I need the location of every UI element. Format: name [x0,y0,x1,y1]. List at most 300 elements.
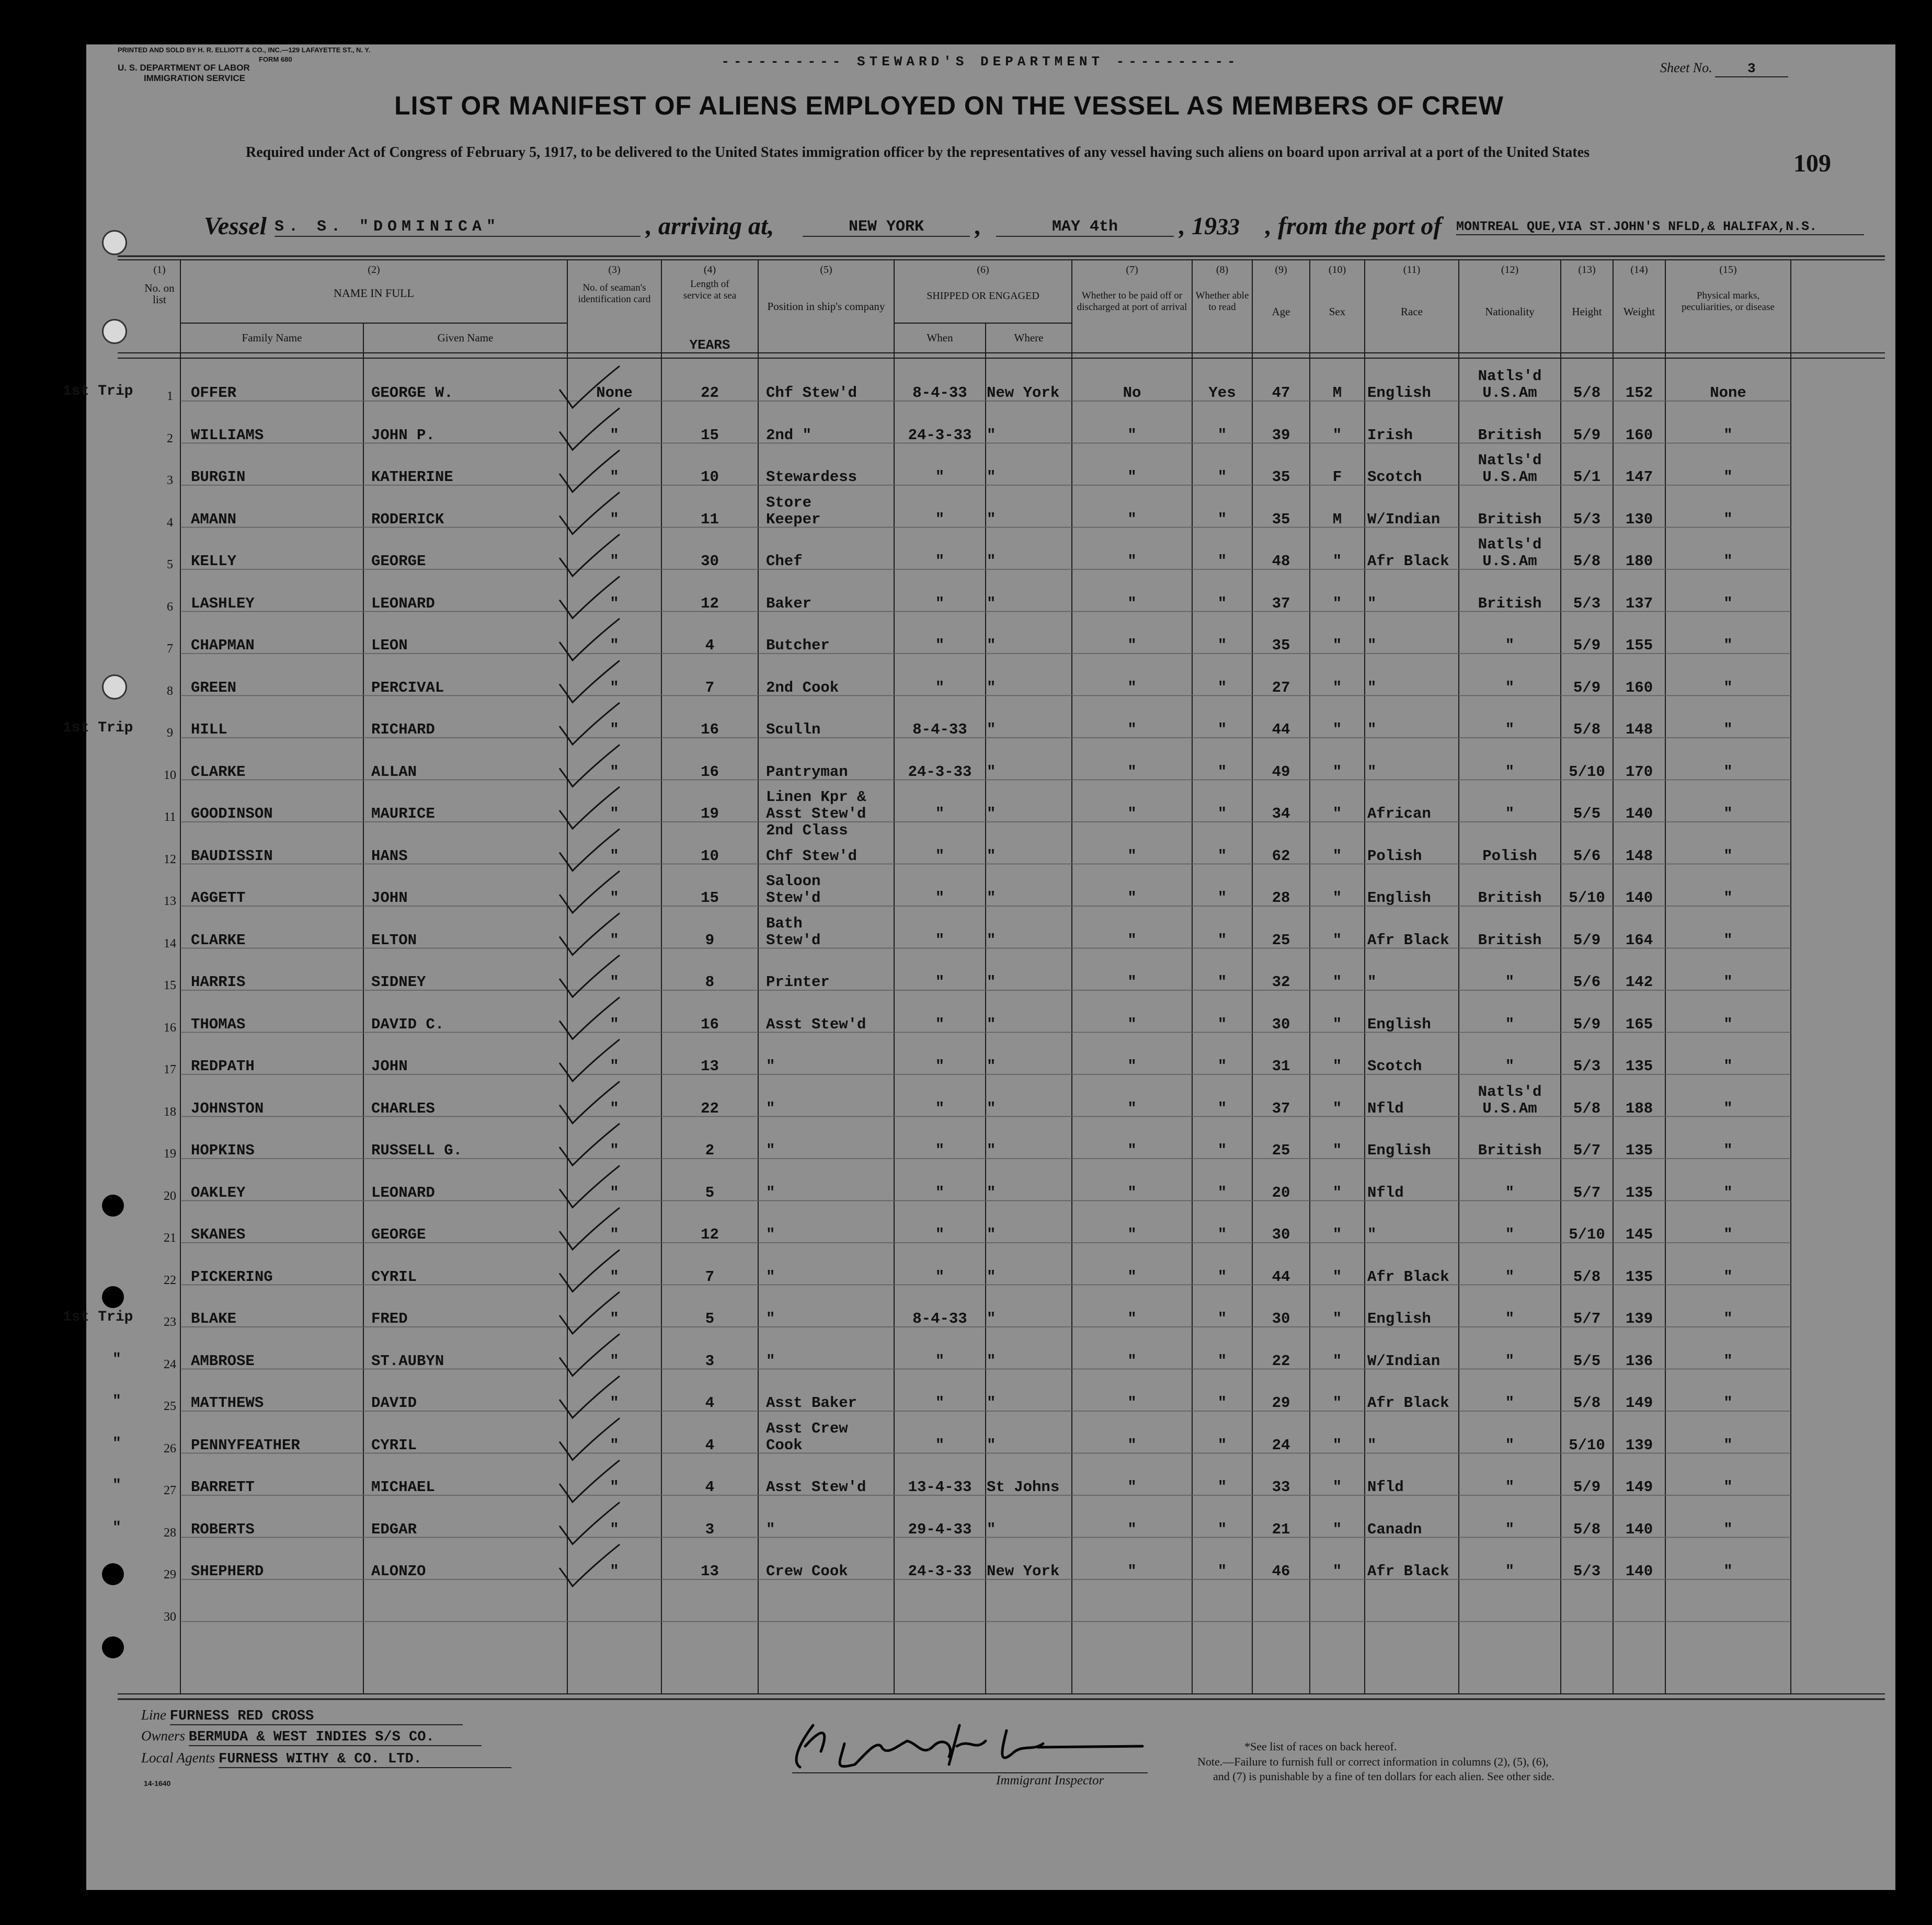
cell-height: 5/3 [1573,1058,1601,1075]
row-number: 15 [164,979,176,992]
cell-given: ST.AUBYN [371,1352,444,1370]
cell-read: " [1217,426,1227,444]
cell-nat: " [1505,721,1515,738]
cell-years: 30 [701,553,719,570]
cell-family: JOHNSTON [191,1099,264,1117]
cell-weight: 170 [1625,763,1653,781]
cell-position-line1: Linen Kpr & [766,788,866,806]
table-row [86,955,1895,998]
col11-num: (11) [1403,264,1421,276]
cell-family: AMBROSE [191,1352,255,1370]
cell-race: Afr Black [1367,1394,1449,1412]
cell-paid: " [1127,510,1137,528]
row-number: 1 [167,389,173,403]
cell-nat: " [1505,1184,1515,1201]
cell-family: BARRETT [191,1479,255,1496]
cell-nat: " [1505,1520,1515,1538]
cell-read: " [1217,1310,1227,1327]
cell-weight: 164 [1625,931,1653,949]
cell-position: Printer [766,973,830,991]
cell-height: 5/9 [1573,426,1601,444]
cell-when: " [935,1352,945,1370]
cell-nat: Polish [1482,847,1537,865]
cell-when: " [935,594,945,612]
cell-position: Stew'd [766,889,821,907]
cell-years: 15 [701,426,719,444]
cell-height: 5/8 [1573,1099,1601,1117]
cell-read: " [1217,1520,1227,1538]
cell-marks: " [1723,805,1733,822]
cell-race: African [1367,805,1431,822]
cell-weight: 140 [1625,889,1653,907]
col9-header: Age [1272,305,1290,318]
vessel-name: S. S. "DOMINICA" [275,218,641,237]
cell-family: MATTHEWS [191,1394,264,1412]
cell-age: 33 [1272,1479,1290,1496]
cell-race: English [1367,889,1431,907]
crew-table-body [63,44,1895,1697]
cell-when: " [935,510,945,528]
cell-where: " [987,637,996,654]
cell-where: " [987,510,996,528]
row-number: 28 [164,1526,176,1540]
cell-sex: " [1332,594,1342,612]
fine-note-1: Note.—Failure to furnish full or correct information in columns (2), (5), (6), [1197,1755,1549,1768]
cell-read: " [1217,973,1227,991]
cell-years: 7 [705,1268,715,1286]
cell-card: " [610,510,619,528]
cell-family: KELLY [191,553,237,570]
cell-height: 5/8 [1573,721,1601,738]
cell-position-line1: Saloon [766,873,821,890]
cell-family: PENNYFEATHER [191,1436,300,1454]
cell-years: 11 [701,510,719,528]
trip-note: " [112,1435,121,1452]
cell-when: 24-3-33 [908,763,972,781]
cell-when: 24-3-33 [908,426,972,444]
cell-marks: " [1723,973,1733,991]
cell-paid: " [1127,679,1137,696]
cell-paid: " [1127,1310,1137,1327]
cell-paid: " [1127,553,1137,570]
cell-age: 20 [1272,1184,1290,1201]
cell-nat: " [1505,1563,1515,1580]
fine-note-2: and (7) is punishable by a fine of ten dollars for each alien. See other side. [1213,1770,1555,1783]
sheet-number: Sheet No. 3 [1660,60,1788,77]
cell-where: " [987,1394,996,1412]
cell-race: English [1367,384,1431,402]
col12-num: (12) [1501,264,1519,276]
cell-given: PERCIVAL [371,679,444,696]
cell-family: SKANES [191,1226,246,1243]
row-number: 5 [167,558,173,571]
cell-where: " [987,1310,996,1327]
row-number: 10 [164,768,176,782]
vessel-line: Vessel S. S. "DOMINICA" , arriving at, NEW YORK , MAY 4th , 1933 , from the port of MONTREAL QUE,VIA ST.JOHN'S NFLD,& HALIFAX,N.S. [86,212,1864,254]
cell-marks: " [1723,1058,1733,1075]
row-number: 24 [164,1357,176,1371]
cell-position: Baker [766,594,812,612]
table-row [86,1166,1895,1208]
cell-race: Nfld [1367,1184,1404,1201]
table-row [86,450,1895,492]
cell-age: 37 [1272,1099,1290,1117]
cell-card: " [610,1352,619,1370]
cell-height: 5/3 [1573,510,1601,528]
cell-race: W/Indian [1367,510,1441,528]
cell-paid: " [1127,721,1137,738]
cell-family: LASHLEY [191,594,255,612]
table-row [86,492,1895,535]
cell-paid: " [1127,1058,1137,1075]
cell-weight: 148 [1625,721,1653,738]
cell-marks: " [1723,510,1733,528]
trip-note: 1st Trip [63,383,133,399]
cell-where: " [987,1520,996,1538]
cell-when: 29-4-33 [908,1520,972,1538]
col15-num: (15) [1719,264,1737,276]
cell-family: BURGIN [191,468,246,486]
cell-family: THOMAS [191,1015,246,1033]
cell-when: " [935,679,945,696]
row-number: 9 [167,726,173,740]
cell-marks: " [1723,553,1733,570]
cell-where: " [987,805,996,822]
row-number: 6 [167,600,173,614]
cell-read: " [1217,1479,1227,1496]
cell-given: SIDNEY [371,973,426,991]
cell-card: " [610,1310,619,1327]
table-row [86,913,1895,956]
cell-where: " [987,468,996,486]
cell-paid: " [1127,1520,1137,1538]
cell-family: CHAPMAN [191,637,255,654]
cell-paid: " [1127,889,1137,907]
department-heading: ---------- STEWARD'S DEPARTMENT ---------- [721,54,1240,70]
cell-position: Cook [766,1436,803,1454]
cell-card: " [610,594,619,612]
cell-sex: " [1332,637,1342,654]
cell-marks: " [1723,1436,1733,1454]
cell-sex: " [1332,973,1342,991]
cell-when: 13-4-33 [908,1479,972,1496]
cell-when: " [935,1394,945,1412]
cell-position: Asst Stew'd [766,1015,866,1033]
signature-image [776,1715,1153,1772]
cell-race: " [1367,721,1377,738]
cell-paid: " [1127,594,1137,612]
col2-header: NAME IN FULL [334,287,414,300]
cell-nat: British [1478,1142,1542,1159]
cell-marks: " [1723,594,1733,612]
cell-given: EDGAR [371,1520,417,1538]
cell-where: " [987,426,996,444]
cell-years: 19 [701,805,719,822]
cell-sex: " [1332,1142,1342,1159]
cell-nat: U.S.Am [1482,468,1537,486]
cell-when: " [935,1184,945,1201]
cell-age: 44 [1272,721,1290,738]
cell-when: " [935,1058,945,1075]
cell-age: 39 [1272,426,1290,444]
cell-years: 13 [701,1563,719,1580]
cell-read: " [1217,763,1227,781]
col4-header: Length of service at sea [683,279,737,301]
cell-paid: " [1127,805,1137,822]
cell-given: LEONARD [371,594,435,612]
cell-read: " [1217,1563,1227,1580]
cell-card: " [610,1563,619,1580]
cell-paid: " [1127,426,1137,444]
cell-years: 16 [701,763,719,781]
cell-weight: 145 [1625,1226,1653,1243]
footer-form-code: 14-1640 [144,1779,171,1788]
cell-weight: 160 [1625,679,1653,696]
cell-card: " [610,468,619,486]
cell-nat: " [1505,1226,1515,1243]
cell-age: 24 [1272,1436,1290,1454]
cell-nationality-line1: Natls'd [1478,536,1542,553]
cell-when: 8-4-33 [912,721,967,738]
cell-paid: " [1127,1394,1137,1412]
cell-paid: " [1127,973,1137,991]
cell-position-line1: Asst Crew [766,1419,848,1437]
cell-race: English [1367,1310,1431,1327]
cell-nat: U.S.Am [1482,1099,1537,1117]
col7-num: (7) [1126,264,1138,276]
cell-nat: " [1505,1394,1515,1412]
cell-paid: " [1127,1563,1137,1580]
cell-where: " [987,1184,996,1201]
cell-race: English [1367,1142,1431,1159]
cell-paid: " [1127,931,1137,949]
table-row [63,703,1895,745]
cell-when: 24-3-33 [908,1563,972,1580]
cell-when: " [935,1015,945,1033]
row-number: 29 [164,1568,176,1582]
cell-given: DAVID [371,1394,417,1412]
cell-where: " [987,1099,996,1117]
cell-years: 5 [705,1310,715,1327]
cell-height: 5/7 [1573,1310,1601,1327]
trip-note: 1st Trip [63,720,133,736]
cell-card: " [610,679,619,696]
cell-age: 28 [1272,889,1290,907]
row-number: 8 [167,684,173,698]
cell-weight: 148 [1625,847,1653,865]
cell-nat: U.S.Am [1482,384,1537,402]
cell-when: " [935,468,945,486]
cell-where: " [987,1226,996,1243]
cell-card: " [610,1520,619,1538]
cell-read: " [1217,1268,1227,1286]
cell-card: " [610,805,619,822]
cell-sex: " [1332,1058,1342,1075]
cell-race: Afr Black [1367,1563,1449,1580]
table-row [86,1544,1895,1587]
cell-family: PICKERING [191,1268,273,1286]
table-row [86,1039,1895,1082]
cell-years: 22 [701,1099,719,1117]
cell-read: " [1217,805,1227,822]
cell-marks: " [1723,637,1733,654]
cell-age: 30 [1272,1310,1290,1327]
cell-race: " [1367,1436,1377,1454]
col13-num: (13) [1578,264,1596,276]
row-number: 25 [164,1400,176,1413]
cell-age: 35 [1272,637,1290,654]
cell-card: " [610,1436,619,1454]
cell-marks: " [1723,1226,1733,1243]
cell-race: Nfld [1367,1479,1404,1496]
cell-race: " [1367,637,1377,654]
cell-read: " [1217,510,1227,528]
table-row [86,534,1895,577]
cell-nat: " [1505,1479,1515,1496]
cell-position: 2nd Cook [766,679,839,696]
cell-position-line1: Store [766,494,812,511]
cell-where: " [987,1142,996,1159]
cell-when: " [935,847,945,865]
cell-years: 15 [701,889,719,907]
cell-position-line3: 2nd Class [766,822,848,839]
cell-weight: 135 [1625,1058,1653,1075]
cell-where: " [987,847,996,865]
cell-position: Sculln [766,721,821,738]
cell-nat: " [1505,1058,1515,1075]
cell-position: Chef [766,553,803,570]
cell-card: " [610,1058,619,1075]
table-row [86,1208,1895,1250]
cell-sex: " [1332,679,1342,696]
cell-position: " [766,1099,775,1117]
table-row [86,871,1895,913]
cell-given: CYRIL [371,1436,417,1454]
cell-years: 16 [701,1015,719,1033]
cell-position: Stew'd [766,931,821,949]
cell-marks: " [1723,1099,1733,1117]
footer-owners: Owners BERMUDA & WEST INDIES S/S CO. [141,1728,482,1746]
col7-header: Whether to be paid off or discharged at port of arrival [1077,290,1187,313]
cell-sex: " [1332,1310,1342,1327]
cell-marks: " [1723,1520,1733,1538]
cell-where: " [987,973,996,991]
cell-position: Chf Stew'd [766,384,858,402]
cell-card: " [610,1268,619,1286]
cell-position: " [766,1184,775,1201]
col10-header: Sex [1329,305,1346,318]
cell-weight: 130 [1625,510,1653,528]
cell-height: 5/1 [1573,468,1601,486]
cell-given: LEONARD [371,1184,435,1201]
cell-read: " [1217,1352,1227,1370]
table-row [86,829,1895,872]
cell-position-line1: Bath [766,914,803,932]
row-number: 13 [164,895,176,908]
cell-card: None [596,384,633,402]
cell-position: Butcher [766,637,830,654]
required-text: Required under Act of Congress of February 5, 1917, to be delivered to the United States immigration officer by the representatives of any vessel having such aliens on board upon arrival at a port of the United States [246,144,1590,161]
col3-num: (3) [608,264,621,276]
table-row [86,618,1895,661]
col6-num: (6) [977,264,989,276]
cell-nat: " [1505,637,1515,654]
cell-position: Pantryman [766,763,848,781]
cell-where: " [987,763,996,781]
filled-punch-hole [102,1195,124,1217]
cell-age: 27 [1272,679,1290,696]
col4-num: (4) [703,264,716,276]
cell-paid: " [1127,1436,1137,1454]
cell-age: 49 [1272,763,1290,781]
cell-card: " [610,1184,619,1201]
cell-given: JOHN P. [371,426,435,444]
cell-when: " [935,1142,945,1159]
cell-height: 5/10 [1569,763,1605,781]
cell-paid: " [1127,1268,1137,1286]
trip-note: " [112,1519,121,1536]
cell-nat: " [1505,1352,1515,1370]
cell-marks: " [1723,1184,1733,1201]
cell-years: 12 [701,594,719,612]
cell-height: 5/6 [1573,973,1601,991]
cell-marks: " [1723,679,1733,696]
cell-marks: " [1723,763,1733,781]
col4-years: YEARS [689,337,730,353]
col1-num: (1) [153,264,166,276]
cell-when: 8-4-33 [912,384,967,402]
filled-punch-hole [102,1286,124,1308]
cell-read: " [1217,1058,1227,1075]
cell-years: 4 [705,1436,715,1454]
col5-num: (5) [820,264,832,276]
cell-weight: 139 [1625,1310,1653,1327]
row-number: 26 [164,1441,176,1456]
cell-position: " [766,1268,775,1286]
row-number: 2 [167,431,173,445]
cell-family: OAKLEY [191,1184,246,1201]
cell-when: " [935,931,945,949]
cell-given: ALONZO [371,1563,426,1580]
table-row [86,1503,1895,1545]
cell-sex: " [1332,1099,1342,1117]
col3-header: No. of seaman's identification card [578,282,651,305]
cell-nat: " [1505,763,1515,781]
cell-read: " [1217,1142,1227,1159]
trip-note: " [112,1393,121,1410]
cell-paid: No [1123,384,1141,402]
cell-family: ROBERTS [191,1520,255,1538]
table-row [86,1460,1895,1503]
page-title: LIST OR MANIFEST OF ALIENS EMPLOYED ON THE VESSEL AS MEMBERS OF CREW [394,91,1504,120]
cell-age: 21 [1272,1520,1290,1538]
cell-race: Irish [1367,426,1413,444]
row-number: 12 [164,852,176,866]
cell-given: JOHN [371,889,408,907]
row-number: 18 [164,1105,176,1119]
cell-family: HILL [191,721,227,738]
table-row [86,661,1895,703]
cell-read: " [1217,889,1227,907]
cell-sex: M [1332,510,1342,528]
cell-card: " [610,637,619,654]
cell-marks: " [1723,1563,1733,1580]
cell-nat: " [1505,805,1515,822]
row-number: 20 [164,1189,176,1203]
cell-given: GEORGE [371,553,426,570]
cell-sex: F [1332,468,1342,486]
cell-given: CHARLES [371,1099,435,1117]
